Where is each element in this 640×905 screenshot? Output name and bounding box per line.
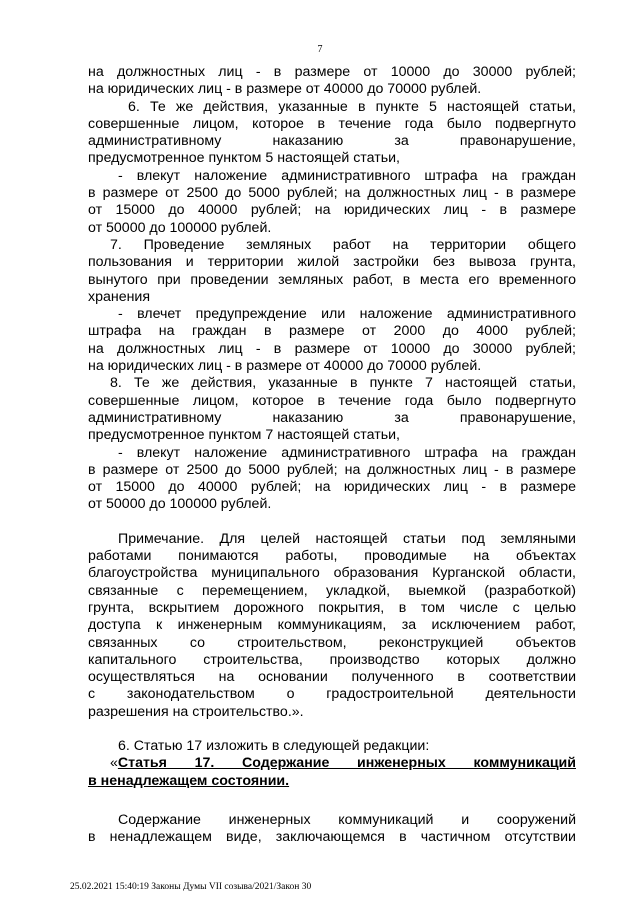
text-line: связанных со строительством, реконструкцией объектов xyxy=(88,634,576,651)
text-line: совершенные лицом, которое в течение года было подвергнуто xyxy=(88,392,576,409)
text-line: 6. Статью 17 изложить в следующей редакции: xyxy=(118,737,430,754)
text-line: связанные с перемещением, укладкой, выемкой (разработкой) xyxy=(88,582,576,599)
article-title-cont: в ненадлежащем состоянии. xyxy=(88,772,290,789)
text-line: благоустройства муниципального образования Курганской области, xyxy=(88,565,576,582)
article-title: Статья 17. Содержание инженерных коммуникаций xyxy=(117,755,576,772)
opening-quote: « xyxy=(110,755,118,772)
text-line: грунта, вскрытием дорожного покрытия, в том числе с целью xyxy=(88,599,576,616)
text-line: на должностных лиц - в размере от 10000 до 30000 рублей; xyxy=(88,64,576,80)
footer-stamp: 25.02.2021 15:40:19 Законы Думы VII созыва/2021/Закон 30 xyxy=(70,882,312,892)
text-line: - влечет предупреждение или наложение административного xyxy=(118,306,576,323)
text-line: вынутого при проведении земляных работ, в места его временного xyxy=(88,271,576,288)
text-line: Примечание. Для целей настоящей статьи под земляными xyxy=(118,530,576,547)
text-line: от 50000 до 100000 рублей. xyxy=(88,219,272,236)
article-heading xyxy=(88,755,576,772)
text-line: предусмотренное пунктом 5 настоящей статьи, xyxy=(88,150,400,167)
text-line: - влекут наложение административного штрафа на граждан xyxy=(118,444,576,461)
text-line: административному наказанию за правонарушение, xyxy=(88,409,576,426)
text-line: от 15000 до 40000 рублей; на юридических лиц - в размере xyxy=(88,202,576,219)
page-number: 7 xyxy=(317,44,323,55)
text-line: доступа к инженерным коммуникациям, за исключением работ, xyxy=(88,617,576,634)
text-line: пользования и территории жилой застройки без вывоза грунта, xyxy=(88,254,576,271)
text-line: на юридических лиц - в размере от 40000 до 70000 рублей. xyxy=(88,81,482,98)
text-line: - влекут наложение административного штрафа на граждан xyxy=(118,167,576,184)
text-line: 8. Те же действия, указанные в пункте 7 настоящей статьи, xyxy=(110,375,576,392)
text-line: штрафа на граждан в размере от 2000 до 4000 рублей; xyxy=(88,323,576,340)
text-line: 6. Те же действия, указанные в пункте 5 настоящей статьи, xyxy=(128,98,576,115)
text-line: хранения xyxy=(88,288,151,305)
text-line: в размере от 2500 до 5000 рублей; на должностных лиц - в размере xyxy=(88,461,576,478)
text-line: в ненадлежащем виде, заключающемся в частичном отсутствии xyxy=(88,829,576,846)
text-line: на юридических лиц - в размере от 40000 до 70000 рублей. xyxy=(88,358,482,375)
text-line: с законодательством о градостроительной деятельности xyxy=(88,686,576,703)
text-line: осуществляться на основании полученного в соответствии xyxy=(88,669,576,686)
text-line: капитального строительства, производство которых должно xyxy=(88,651,576,668)
text-line: административному наказанию за правонарушение, xyxy=(88,133,576,150)
text-line: в размере от 2500 до 5000 рублей; на должностных лиц - в размере xyxy=(88,185,576,202)
text-line: от 50000 до 100000 рублей. xyxy=(88,496,272,513)
text-line: от 15000 до 40000 рублей; на юридических лиц - в размере xyxy=(88,479,576,496)
text-line: разрешения на строительство.». xyxy=(88,703,304,720)
text-line: 7. Проведение земляных работ на территории общего xyxy=(110,236,576,253)
text-line: на должностных лиц - в размере от 10000 до 30000 рублей; xyxy=(88,340,576,357)
text-line: Содержание инженерных коммуникаций и сооружений xyxy=(118,811,576,828)
text-line: работами понимаются работы, проводимые на объектах xyxy=(88,548,576,565)
text-line: совершенные лицом, которое в течение года было подвергнуто xyxy=(88,115,576,132)
text-line: предусмотренное пунктом 7 настоящей статьи, xyxy=(88,427,400,444)
document-body xyxy=(88,64,576,846)
